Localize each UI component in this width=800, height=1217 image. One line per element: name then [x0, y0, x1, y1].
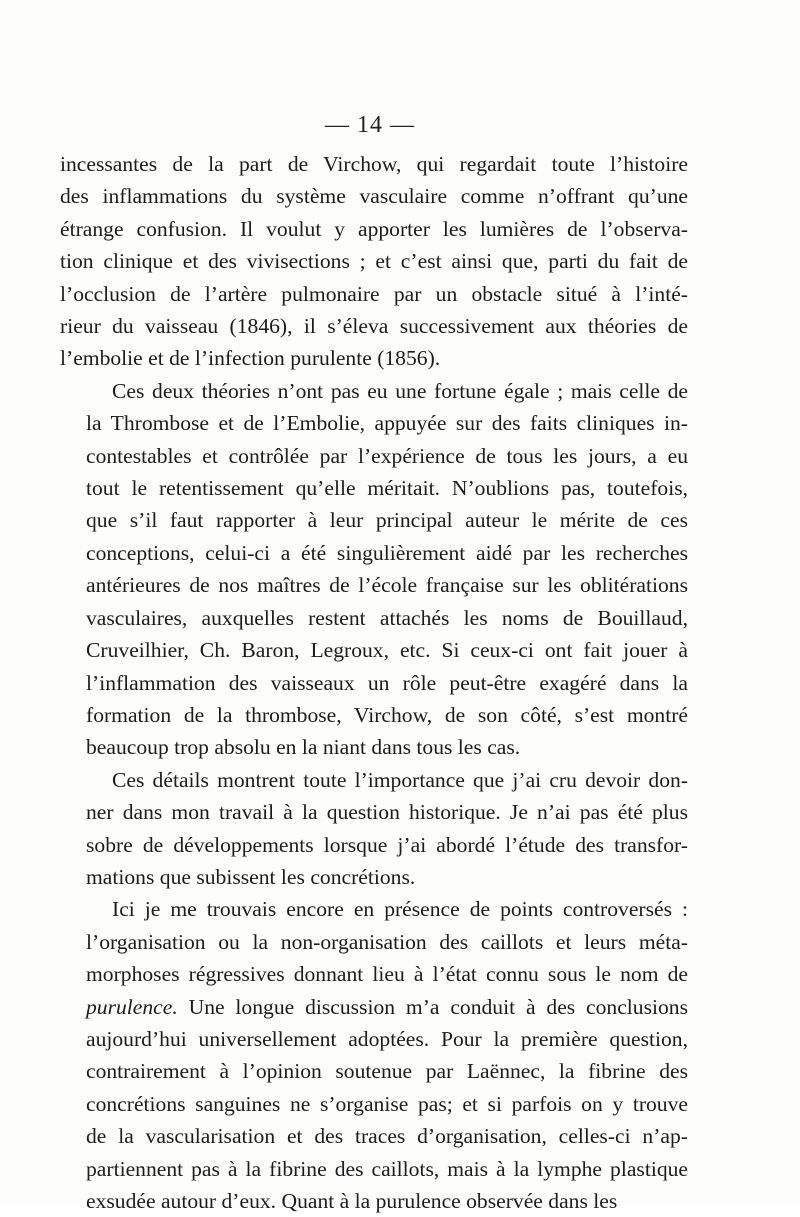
- text-line: mations que subissent les concrétions.: [86, 864, 416, 889]
- text-line: incessantes de la part de Virchow, qui regardait toute l’histoire: [60, 152, 688, 176]
- text-line: l’inflammation des vaisseaux un rôle peut-être exagéré dans la: [86, 670, 688, 695]
- text-line: Ici je me trouvais encore en présence de points controversés :: [112, 897, 688, 922]
- page-number: — 14 —: [325, 112, 415, 138]
- text-line: Ces deux théories n’ont pas eu une fortune égale ; mais celle de: [112, 378, 688, 403]
- text-segment: Une longue discussion m’a conduit à des conclusions: [177, 994, 688, 1019]
- text-line: rieur du vaisseau (1846), il s’éleva successivement aux théories de: [60, 314, 688, 339]
- text-line: que s’il faut rapporter à leur principal auteur le mérite de ces: [86, 508, 688, 533]
- text-line: partiennent pas à la fibrine des caillots, mais à la lymphe plastique: [86, 1156, 688, 1181]
- text-line: antérieures de nos maîtres de l’école française sur les oblitérations: [86, 573, 688, 598]
- text-line: morphoses régressives donnant lieu à l’état connu sous le nom de: [86, 962, 688, 987]
- text-line: la Thrombose et de l’Embolie, appuyée sur des faits cliniques in-: [86, 411, 688, 436]
- body-text: [60, 148, 688, 1217]
- paragraph: [60, 893, 688, 1217]
- text-line: aujourd’hui universellement adoptées. Pour la première question,: [86, 1026, 688, 1051]
- text-line: Cruveilhier, Ch. Baron, Legroux, etc. Si ceux-ci ont fait jouer à: [86, 638, 688, 663]
- text-line: l’embolie et de l’infection purulente (1856).: [60, 346, 441, 371]
- text-line: étrange confusion. Il voulut y apporter les lumières de l’observa-: [60, 216, 688, 241]
- text-line: sobre de développements lorsque j’ai abordé l’étude des transfor-: [86, 832, 688, 857]
- italic-term: purulence.: [86, 994, 178, 1019]
- text-line: concrétions sanguines ne s’organise pas; et si parfois on y trouve: [86, 1091, 688, 1116]
- text-line: contrairement à l’opinion soutenue par Laënnec, la fibrine des: [86, 1059, 688, 1084]
- text-line: l’organisation ou la non-organisation des caillots et leurs méta-: [86, 929, 688, 954]
- text-line: beaucoup trop absolu en la niant dans tous les cas.: [86, 735, 521, 760]
- paragraph: [60, 375, 688, 764]
- text-line: de la vascularisation et des traces d’organisation, celles-ci n’ap-: [86, 1124, 688, 1149]
- text-line: [60, 991, 688, 1023]
- text-line: l’occlusion de l’artère pulmonaire par un obstacle situé à l’inté-: [60, 281, 688, 306]
- paragraph: [60, 764, 688, 894]
- text-line: conceptions, celui-ci a été singulièrement aidé par les recherches: [86, 540, 688, 565]
- text-line: contestables et contrôlée par l’expérience de tous les jours, a eu: [86, 443, 688, 468]
- text-line: tion clinique et des vivisections ; et c’est ainsi que, parti du fait de: [60, 249, 688, 274]
- text-line: exsudée autour d’eux. Quant à la purulence observée dans les: [86, 1189, 618, 1213]
- text-line: des inflammations du système vasculaire comme n’offrant qu’une: [60, 184, 688, 209]
- text-line: ner dans mon travail à la question historique. Je n’ai pas été plus: [86, 800, 688, 825]
- paragraph: [60, 148, 688, 375]
- text-line: Ces détails montrent toute l’importance que j’ai cru devoir don-: [112, 767, 688, 792]
- text-line: vasculaires, auxquelles restent attachés les noms de Bouillaud,: [86, 605, 688, 630]
- text-line: tout le retentissement qu’elle méritait. N’oublions pas, toutefois,: [86, 476, 688, 501]
- text-line: formation de la thrombose, Virchow, de son côté, s’est montré: [86, 702, 688, 727]
